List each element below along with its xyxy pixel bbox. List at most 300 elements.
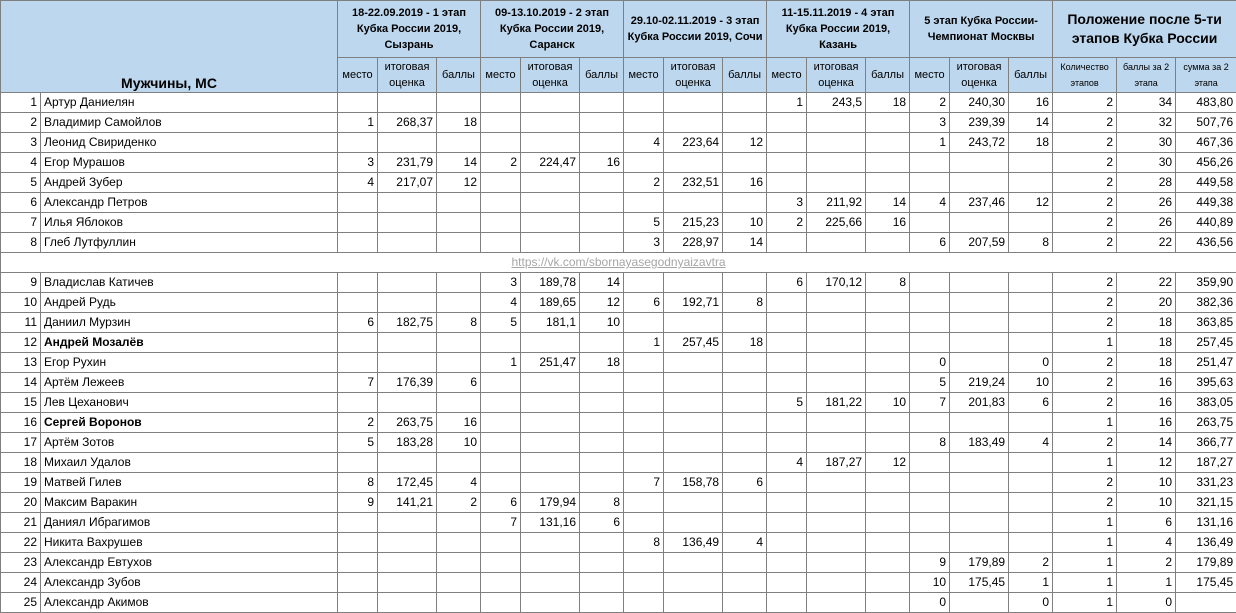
stage-3-score — [664, 273, 723, 293]
stage-2-points — [580, 393, 624, 413]
table-row — [1, 173, 1236, 193]
stage-1-points: 6 — [437, 373, 481, 393]
stage-1-score: 183,28 — [378, 433, 437, 453]
stage-2-points — [580, 473, 624, 493]
stage-4-place — [767, 513, 807, 533]
sum-2-stages: 383,05 — [1176, 393, 1236, 413]
stage-2-points — [580, 213, 624, 233]
points-2-stages: 6 — [1117, 513, 1176, 533]
athlete-name: Матвей Гилев — [41, 473, 338, 493]
sum-2-stages: 175,45 — [1176, 573, 1236, 593]
stage-3-points-header: баллы — [723, 58, 767, 93]
stage-5-points-header: баллы — [1009, 58, 1053, 93]
table-row — [1, 353, 1236, 373]
stage-2-score — [521, 193, 580, 213]
stage-5-place: 1 — [910, 133, 950, 153]
stage-4-place — [767, 333, 807, 353]
stage-5-points — [1009, 493, 1053, 513]
stage-3-points: 10 — [723, 213, 767, 233]
sum-2-stages: 136,49 — [1176, 533, 1236, 553]
stage-4-score: 170,12 — [807, 273, 866, 293]
stage-4-score — [807, 133, 866, 153]
stage-count: 2 — [1053, 113, 1117, 133]
stage-3-place — [624, 453, 664, 473]
stage-1-place: 1 — [338, 113, 378, 133]
stage-2-score — [521, 213, 580, 233]
stage-3-place — [624, 433, 664, 453]
stage-5-score: 201,83 — [950, 393, 1009, 413]
stage-2-points — [580, 133, 624, 153]
points-2-stages: 30 — [1117, 153, 1176, 173]
stage-5-score: 175,45 — [950, 573, 1009, 593]
stage-1-score — [378, 513, 437, 533]
stage-2-score — [521, 433, 580, 453]
stage-2-place — [481, 433, 521, 453]
rank-cell: 23 — [1, 553, 41, 573]
stage-1-points: 16 — [437, 413, 481, 433]
stage-3-points: 6 — [723, 473, 767, 493]
stage-2-score: 131,16 — [521, 513, 580, 533]
stage-1-place — [338, 93, 378, 113]
sum-2-stages — [1176, 593, 1236, 613]
stage-5-place — [910, 533, 950, 553]
stage-4-score: 225,66 — [807, 213, 866, 233]
stage-count: 2 — [1053, 373, 1117, 393]
table-title: Мужчины, МС — [1, 1, 338, 93]
stage-2-points — [580, 553, 624, 573]
stage-2-place — [481, 533, 521, 553]
stage-5-points: 4 — [1009, 433, 1053, 453]
stage-1-place: 9 — [338, 493, 378, 513]
points-2-stages: 28 — [1117, 173, 1176, 193]
stage-1-score: 176,39 — [378, 373, 437, 393]
stage-4-score — [807, 313, 866, 333]
stage-2-score — [521, 453, 580, 473]
stage-1-points — [437, 393, 481, 413]
stage-1-score: 172,45 — [378, 473, 437, 493]
table-row — [1, 233, 1236, 253]
stage-2-place — [481, 393, 521, 413]
stage-1-points: 18 — [437, 113, 481, 133]
athlete-name: Максим Варакин — [41, 493, 338, 513]
sum-2-stages: 436,56 — [1176, 233, 1236, 253]
athlete-name: Егор Мурашов — [41, 153, 338, 173]
stage-1-points — [437, 453, 481, 473]
stage-3-points — [723, 193, 767, 213]
athlete-name: Александр Зубов — [41, 573, 338, 593]
stage-5-points — [1009, 313, 1053, 333]
stage-3-score: 257,45 — [664, 333, 723, 353]
stage-4-points — [866, 173, 910, 193]
stage-4-points: 14 — [866, 193, 910, 213]
stage-4-score — [807, 353, 866, 373]
stage-2-score — [521, 553, 580, 573]
stage-4-points — [866, 353, 910, 373]
stage-3-score: 192,71 — [664, 293, 723, 313]
stage-3-points — [723, 153, 767, 173]
table-row — [1, 593, 1236, 613]
stage-1-points: 14 — [437, 153, 481, 173]
sum-2-stages: 449,58 — [1176, 173, 1236, 193]
stage-3-place: 4 — [624, 133, 664, 153]
table-row — [1, 133, 1236, 153]
stage-5-points — [1009, 213, 1053, 233]
stage-2-score — [521, 333, 580, 353]
source-link[interactable]: https://vk.com/sbornayasegodnyaizavtra — [1, 253, 1236, 273]
stage-3-score — [664, 453, 723, 473]
stage-2-score: 224,47 — [521, 153, 580, 173]
stage-1-place — [338, 513, 378, 533]
athlete-name: Владислав Катичев — [41, 273, 338, 293]
stage-5-place — [910, 153, 950, 173]
points-2-stages: 26 — [1117, 193, 1176, 213]
stage-4-points — [866, 153, 910, 173]
stage-5-place — [910, 273, 950, 293]
stage-1-place — [338, 553, 378, 573]
stage-4-points — [866, 233, 910, 253]
stage-3-points: 14 — [723, 233, 767, 253]
stage-5-score: 219,24 — [950, 373, 1009, 393]
stage-4-score — [807, 533, 866, 553]
stage-4-points — [866, 433, 910, 453]
points-2-stages: 10 — [1117, 473, 1176, 493]
points-2-stages: 16 — [1117, 373, 1176, 393]
summary-sum2-header: сумма за 2 этапа — [1176, 58, 1236, 93]
stage-5-points — [1009, 453, 1053, 473]
stage-5-score — [950, 473, 1009, 493]
stage-1-score — [378, 233, 437, 253]
points-2-stages: 12 — [1117, 453, 1176, 473]
stage-5-place — [910, 213, 950, 233]
athlete-name: Александр Петров — [41, 193, 338, 213]
stage-1-points: 8 — [437, 313, 481, 333]
stage-3-score — [664, 513, 723, 533]
stage-5-score — [950, 273, 1009, 293]
stage-4-place — [767, 593, 807, 613]
stage-count: 2 — [1053, 433, 1117, 453]
points-2-stages: 10 — [1117, 493, 1176, 513]
stage-5-score: 207,59 — [950, 233, 1009, 253]
stage-1-score: 141,21 — [378, 493, 437, 513]
stage-1-score — [378, 133, 437, 153]
rank-cell: 25 — [1, 593, 41, 613]
stage-4-place — [767, 313, 807, 333]
stage-3-place: 5 — [624, 213, 664, 233]
stage-4-place — [767, 373, 807, 393]
sum-2-stages: 359,90 — [1176, 273, 1236, 293]
stage-1-place — [338, 353, 378, 373]
stage-3-score — [664, 153, 723, 173]
rank-cell: 10 — [1, 293, 41, 313]
stage-5-score — [950, 413, 1009, 433]
table-row — [1, 513, 1236, 533]
stage-2-place — [481, 453, 521, 473]
stage-2-points — [580, 173, 624, 193]
table-row — [1, 393, 1236, 413]
stage-count: 1 — [1053, 413, 1117, 433]
stage-2-score — [521, 113, 580, 133]
stage-4-place — [767, 413, 807, 433]
stage-1-score: 217,07 — [378, 173, 437, 193]
rank-cell: 14 — [1, 373, 41, 393]
table-row — [1, 413, 1236, 433]
stage-5-place: 5 — [910, 373, 950, 393]
stage-5-score — [950, 493, 1009, 513]
stage-2-points: 10 — [580, 313, 624, 333]
stage-1-place: 2 — [338, 413, 378, 433]
summary-count-header: Количество этапов — [1053, 58, 1117, 93]
athlete-name: Никита Вахрушев — [41, 533, 338, 553]
stage-4-place — [767, 473, 807, 493]
stage-5-points: 16 — [1009, 93, 1053, 113]
stage-2-place — [481, 373, 521, 393]
stage-4-place — [767, 113, 807, 133]
rank-cell: 7 — [1, 213, 41, 233]
stage-5-score — [950, 153, 1009, 173]
stage-4-place — [767, 533, 807, 553]
stage-5-score: 179,89 — [950, 553, 1009, 573]
rank-cell: 21 — [1, 513, 41, 533]
stage-5-points — [1009, 513, 1053, 533]
athlete-name: Сергей Воронов — [41, 413, 338, 433]
points-2-stages: 26 — [1117, 213, 1176, 233]
stage-2-place — [481, 233, 521, 253]
stage-3-points: 12 — [723, 133, 767, 153]
stage-4-points — [866, 533, 910, 553]
stage-4-points — [866, 313, 910, 333]
stage-1-score — [378, 453, 437, 473]
stage-4-points: 8 — [866, 273, 910, 293]
stage-5-score — [950, 333, 1009, 353]
athlete-name: Даниил Мурзин — [41, 313, 338, 333]
stage-3-score — [664, 93, 723, 113]
stage-count: 2 — [1053, 133, 1117, 153]
stage-4-score — [807, 333, 866, 353]
sum-2-stages: 263,75 — [1176, 413, 1236, 433]
stage-5-score — [950, 453, 1009, 473]
stage-3-place — [624, 413, 664, 433]
stage-5-score-header: итоговая оценка — [950, 58, 1009, 93]
stage-3-score: 223,64 — [664, 133, 723, 153]
stage-1-place-header: место — [338, 58, 378, 93]
sum-2-stages: 366,77 — [1176, 433, 1236, 453]
stage-4-points — [866, 373, 910, 393]
stage-2-score: 189,78 — [521, 273, 580, 293]
stage-2-score — [521, 573, 580, 593]
stage-4-place — [767, 153, 807, 173]
stage-3-points — [723, 553, 767, 573]
stage-1-points-header: баллы — [437, 58, 481, 93]
stage-1-points — [437, 293, 481, 313]
stage-1-points — [437, 193, 481, 213]
stage-1-points — [437, 333, 481, 353]
stage-4-points — [866, 513, 910, 533]
stage-4-place — [767, 353, 807, 373]
stage-2-score: 251,47 — [521, 353, 580, 373]
stage-5-place — [910, 513, 950, 533]
stage-1-place — [338, 593, 378, 613]
stage-5-score: 183,49 — [950, 433, 1009, 453]
stage-2-place — [481, 593, 521, 613]
stage-1-place — [338, 393, 378, 413]
stage-2-points — [580, 333, 624, 353]
stage-1-points — [437, 533, 481, 553]
points-2-stages: 22 — [1117, 233, 1176, 253]
stage-5-points — [1009, 273, 1053, 293]
sum-2-stages: 456,26 — [1176, 153, 1236, 173]
stage-count: 2 — [1053, 293, 1117, 313]
table-row — [1, 113, 1236, 133]
points-2-stages: 4 — [1117, 533, 1176, 553]
stage-1-place — [338, 453, 378, 473]
table-row — [1, 453, 1236, 473]
stage-1-score — [378, 213, 437, 233]
stage-3-score — [664, 353, 723, 373]
stage-3-points — [723, 493, 767, 513]
table-row — [1, 273, 1236, 293]
stage-1-points — [437, 93, 481, 113]
stage-2-place — [481, 573, 521, 593]
stage-5-score — [950, 353, 1009, 373]
table-row — [1, 473, 1236, 493]
stage-4-place — [767, 293, 807, 313]
stage-4-score — [807, 573, 866, 593]
stage-count: 1 — [1053, 533, 1117, 553]
stage-3-score — [664, 373, 723, 393]
stage-4-score — [807, 513, 866, 533]
points-2-stages: 30 — [1117, 133, 1176, 153]
rank-cell: 18 — [1, 453, 41, 473]
stage-3-header: 29.10-02.11.2019 - 3 этап Кубка России 2019, Сочи — [624, 1, 767, 58]
stage-4-score — [807, 373, 866, 393]
rank-cell: 17 — [1, 433, 41, 453]
stage-1-score — [378, 193, 437, 213]
stage-4-place — [767, 173, 807, 193]
stage-2-points — [580, 573, 624, 593]
stage-2-score: 179,94 — [521, 493, 580, 513]
stage-1-place — [338, 273, 378, 293]
sum-2-stages: 467,36 — [1176, 133, 1236, 153]
stage-2-points — [580, 533, 624, 553]
stage-4-score — [807, 553, 866, 573]
athlete-name: Артём Зотов — [41, 433, 338, 453]
stage-1-points — [437, 233, 481, 253]
sum-2-stages: 449,38 — [1176, 193, 1236, 213]
stage-4-header: 11-15.11.2019 - 4 этап Кубка России 2019, Казань — [767, 1, 910, 58]
stage-4-points: 12 — [866, 453, 910, 473]
athlete-name: Андрей Рудь — [41, 293, 338, 313]
rank-cell: 19 — [1, 473, 41, 493]
stage-4-points — [866, 413, 910, 433]
stage-count: 1 — [1053, 553, 1117, 573]
rank-cell: 24 — [1, 573, 41, 593]
stage-1-score — [378, 293, 437, 313]
stage-4-score: 181,22 — [807, 393, 866, 413]
stage-5-score — [950, 513, 1009, 533]
sum-2-stages: 131,16 — [1176, 513, 1236, 533]
stage-3-place: 3 — [624, 233, 664, 253]
stage-4-points: 10 — [866, 393, 910, 413]
stage-4-points — [866, 473, 910, 493]
stage-2-score — [521, 173, 580, 193]
sum-2-stages: 395,63 — [1176, 373, 1236, 393]
stage-1-score — [378, 593, 437, 613]
stage-2-points: 18 — [580, 353, 624, 373]
stage-count: 2 — [1053, 473, 1117, 493]
stage-3-score — [664, 573, 723, 593]
stage-2-points — [580, 193, 624, 213]
athlete-name: Владимир Самойлов — [41, 113, 338, 133]
stage-3-place — [624, 553, 664, 573]
stage-4-points — [866, 493, 910, 513]
stage-1-points — [437, 133, 481, 153]
stage-4-points — [866, 133, 910, 153]
stage-5-place — [910, 453, 950, 473]
stage-3-place — [624, 93, 664, 113]
stage-count: 2 — [1053, 153, 1117, 173]
table-row — [1, 213, 1236, 233]
stage-3-points — [723, 413, 767, 433]
stage-5-place — [910, 313, 950, 333]
athlete-name: Андрей Зубер — [41, 173, 338, 193]
stage-5-score — [950, 593, 1009, 613]
stage-5-points — [1009, 293, 1053, 313]
stage-1-points: 10 — [437, 433, 481, 453]
stage-4-points — [866, 333, 910, 353]
athlete-name: Глеб Лутфуллин — [41, 233, 338, 253]
stage-4-score — [807, 493, 866, 513]
stage-4-score — [807, 113, 866, 133]
stage-1-score — [378, 353, 437, 373]
stage-2-points: 6 — [580, 513, 624, 533]
points-2-stages: 2 — [1117, 553, 1176, 573]
stage-4-place — [767, 493, 807, 513]
stage-2-points — [580, 433, 624, 453]
stage-1-place — [338, 533, 378, 553]
stage-3-score: 228,97 — [664, 233, 723, 253]
stage-3-place — [624, 353, 664, 373]
stage-1-score — [378, 93, 437, 113]
stage-4-place — [767, 133, 807, 153]
stage-4-points — [866, 293, 910, 313]
stage-1-place — [338, 333, 378, 353]
stage-5-place: 4 — [910, 193, 950, 213]
stage-4-place: 2 — [767, 213, 807, 233]
stage-5-place — [910, 493, 950, 513]
table-row — [1, 293, 1236, 313]
stage-3-score — [664, 493, 723, 513]
summary-header: Положение после 5-ти этапов Кубка России — [1053, 1, 1236, 58]
stage-4-place-header: место — [767, 58, 807, 93]
stage-3-points — [723, 573, 767, 593]
stage-2-place: 5 — [481, 313, 521, 333]
stage-5-place — [910, 293, 950, 313]
stage-3-place — [624, 193, 664, 213]
stage-2-points — [580, 373, 624, 393]
rank-cell: 5 — [1, 173, 41, 193]
stage-1-score: 263,75 — [378, 413, 437, 433]
stage-count: 2 — [1053, 313, 1117, 333]
sum-2-stages: 483,80 — [1176, 93, 1236, 113]
stage-5-points: 14 — [1009, 113, 1053, 133]
stage-1-points — [437, 273, 481, 293]
stage-3-points — [723, 353, 767, 373]
stage-count: 2 — [1053, 493, 1117, 513]
stage-4-place — [767, 433, 807, 453]
stage-3-place: 6 — [624, 293, 664, 313]
stage-2-score — [521, 233, 580, 253]
stage-5-place — [910, 173, 950, 193]
